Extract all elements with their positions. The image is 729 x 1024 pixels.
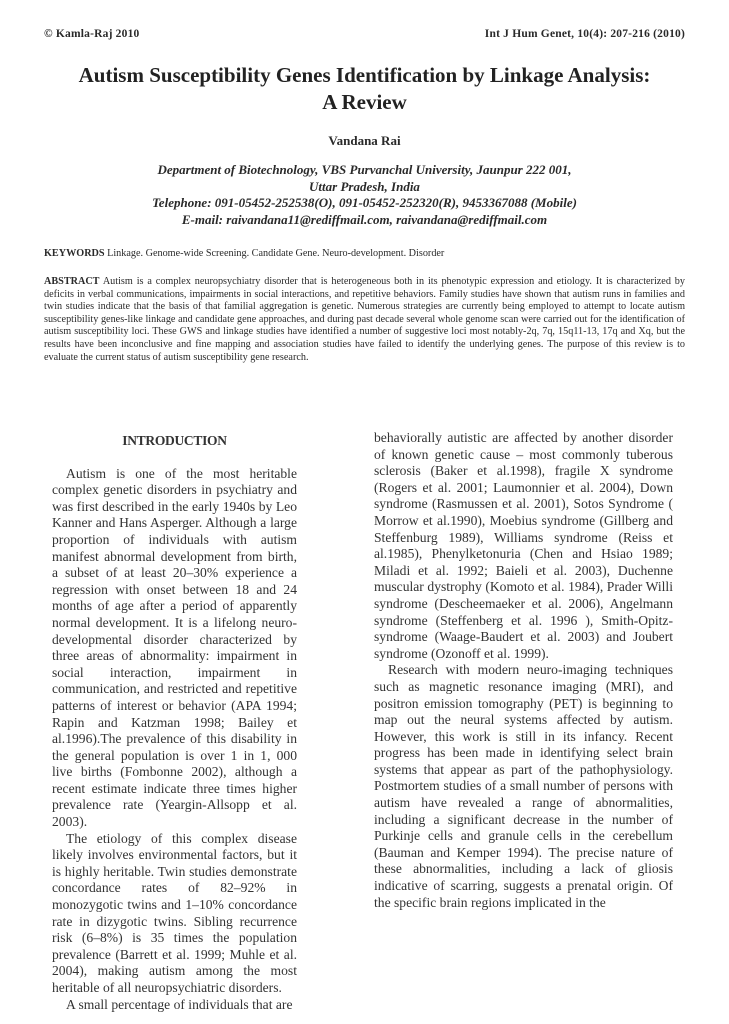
left-column [52,433,297,1013]
title-line: A Review [322,90,407,114]
affiliation-line: Uttar Pradesh, India [309,178,420,194]
email-line: E-mail: raivandana11@rediffmail.com, raivandana@rediffmail.com [181,211,548,227]
body-paragraph: behaviorally autistic are affected by another disorder of known genetic cause – most commonly tuberous sclerosis (Baker et al.1998), fragile X syndrome (Rogers et al. 2001; Laumonnier et al. 2004), Down syndrome (Rasmussen et al. 2001), Sotos Syndrome ( Morrow et al.1990), Moebius syndrome (Gillberg and Steffenburg 1989), Williams syndrome (Reiss et al.1985), Phenylketonuria (Chen and Hsiao 1989; Miladi et al. 1992; Baieli et al. 2003), Duchenne muscular dystrophy (Komoto et al. 1984), Prader Willi syndrome (Descheemaeker et al. 2006), Angelmann syndrome (Steffenberg et al. 1996 ), Smith-Opitz-syndrome (Waage-Baudert et al. 2003) and Joubert syndrome (Ozonoff et al. 1999). [374,430,673,661]
author-affiliation [30,162,699,228]
keywords-text: Linkage. Genome-wide Screening. Candidate Gene. Neuro-development. Disorder [107,248,445,259]
body-paragraph: The etiology of this complex disease likely involves environmental factors, but it is highly heritable. Twin studies demonstrate concordance rates of 82–92% in monozygotic twins and 1–10% concordance rate in dizygotic twins. Sibling recurrence risk (6–8%) is 35 times the population prevalence (Barrett et al. 1999; Muhle et al. 2004), making autism among the most heritable of all neuropsychiatric disorders. [52,830,297,995]
body-paragraph: A small percentage of individuals that are [66,996,293,1012]
abstract [44,276,685,364]
article-title [30,62,699,116]
telephone-line: Telephone: 091-05452-252538(O), 091-05452-252320(R), 9453367088 (Mobile) [152,195,577,210]
right-column [374,430,673,911]
section-heading: INTRODUCTION [122,433,227,448]
affiliation-line: Department of Biotechnology, VBS Purvanchal University, Jaunpur 222 001, [157,162,572,177]
author-name: Vandana Rai [328,133,401,148]
abstract-text: Autism is a complex neuropsychiatry disorder that is heterogeneous both in its phenotypic expression and etiology. It is characterized by deficits in verbal communications, impairments in social interactions, and repetitive behaviors. Family studies have shown that autism runs in families and twin studies indicate that the basis of that familial aggregation is genetic. Numerous strategies are currently being employed to attempt to locate autism susceptibility genes-like linkage and candidate gene approaches, and during past decade several whole genome scan were carried out for the identification of autism susceptibility loci. These GWS and linkage studies have identified a number of suggestive loci most notably-2q, 7q, 15q11-13, 17q and Xq, but the results have been inconclusive and fine mapping and association studies have failed to identify the underlying genes. The purpose of this review is to evaluate the current status of autism susceptibility gene research. [44,276,685,363]
keywords [44,248,685,259]
abstract-label: ABSTRACT [44,276,100,287]
title-line: Autism Susceptibility Genes Identification by Linkage Analysis: [78,63,651,87]
keywords-label: KEYWORDS [44,248,105,259]
body-paragraph: Research with modern neuro-imaging techniques such as magnetic resonance imaging (MRI), and positron emission tomography (PET) is beginning to map out the neural systems affected by autism. However, this work is still in its infancy. Recent progress has been made in identifying select brain systems that appear as part of the pathophysiology. Postmortem studies of a small number of persons with autism have revealed a range of abnormalities, including a significant decrease in the number of Purkinje cells and granule cells in the cerebellum (Bauman and Kemper 1994). The precise nature of these abnormalities, including a lack of gliosis indicative of scarring, suggests a prenatal origin. Of the specific brain regions implicated in the [374,662,673,910]
journal-citation: Int J Hum Genet, 10(4): 207-216 (2010) [484,28,685,40]
running-head [44,28,685,40]
body-paragraph: Autism is one of the most heritable complex genetic disorders in psychiatry and was first described in the early 1940s by Leo Kanner and Hans Asperger. Although a large proportion of individuals with autism manifest abnormal development from birth, a subset of at least 20–30% experience a regression with onset between 18 and 24 months of age after a period of apparently normal development. It is a lifelong neuro-developmental disorder characterized by three areas of abnormality: impairment in social interaction, impairment in communication, and restricted and repetitive patterns of interest or behavior (APA 1994; Rapin and Katzman 1998; Bailey et al.1996).The prevalence of this disability in the general population is over 1 in 1, 000 live births (Fombonne 2002), although a recent estimate indicate three times higher prevalence rate (Yeargin-Allsopp et al. 2003). [52,465,297,830]
copyright-notice: © Kamla-Raj 2010 [44,28,140,40]
